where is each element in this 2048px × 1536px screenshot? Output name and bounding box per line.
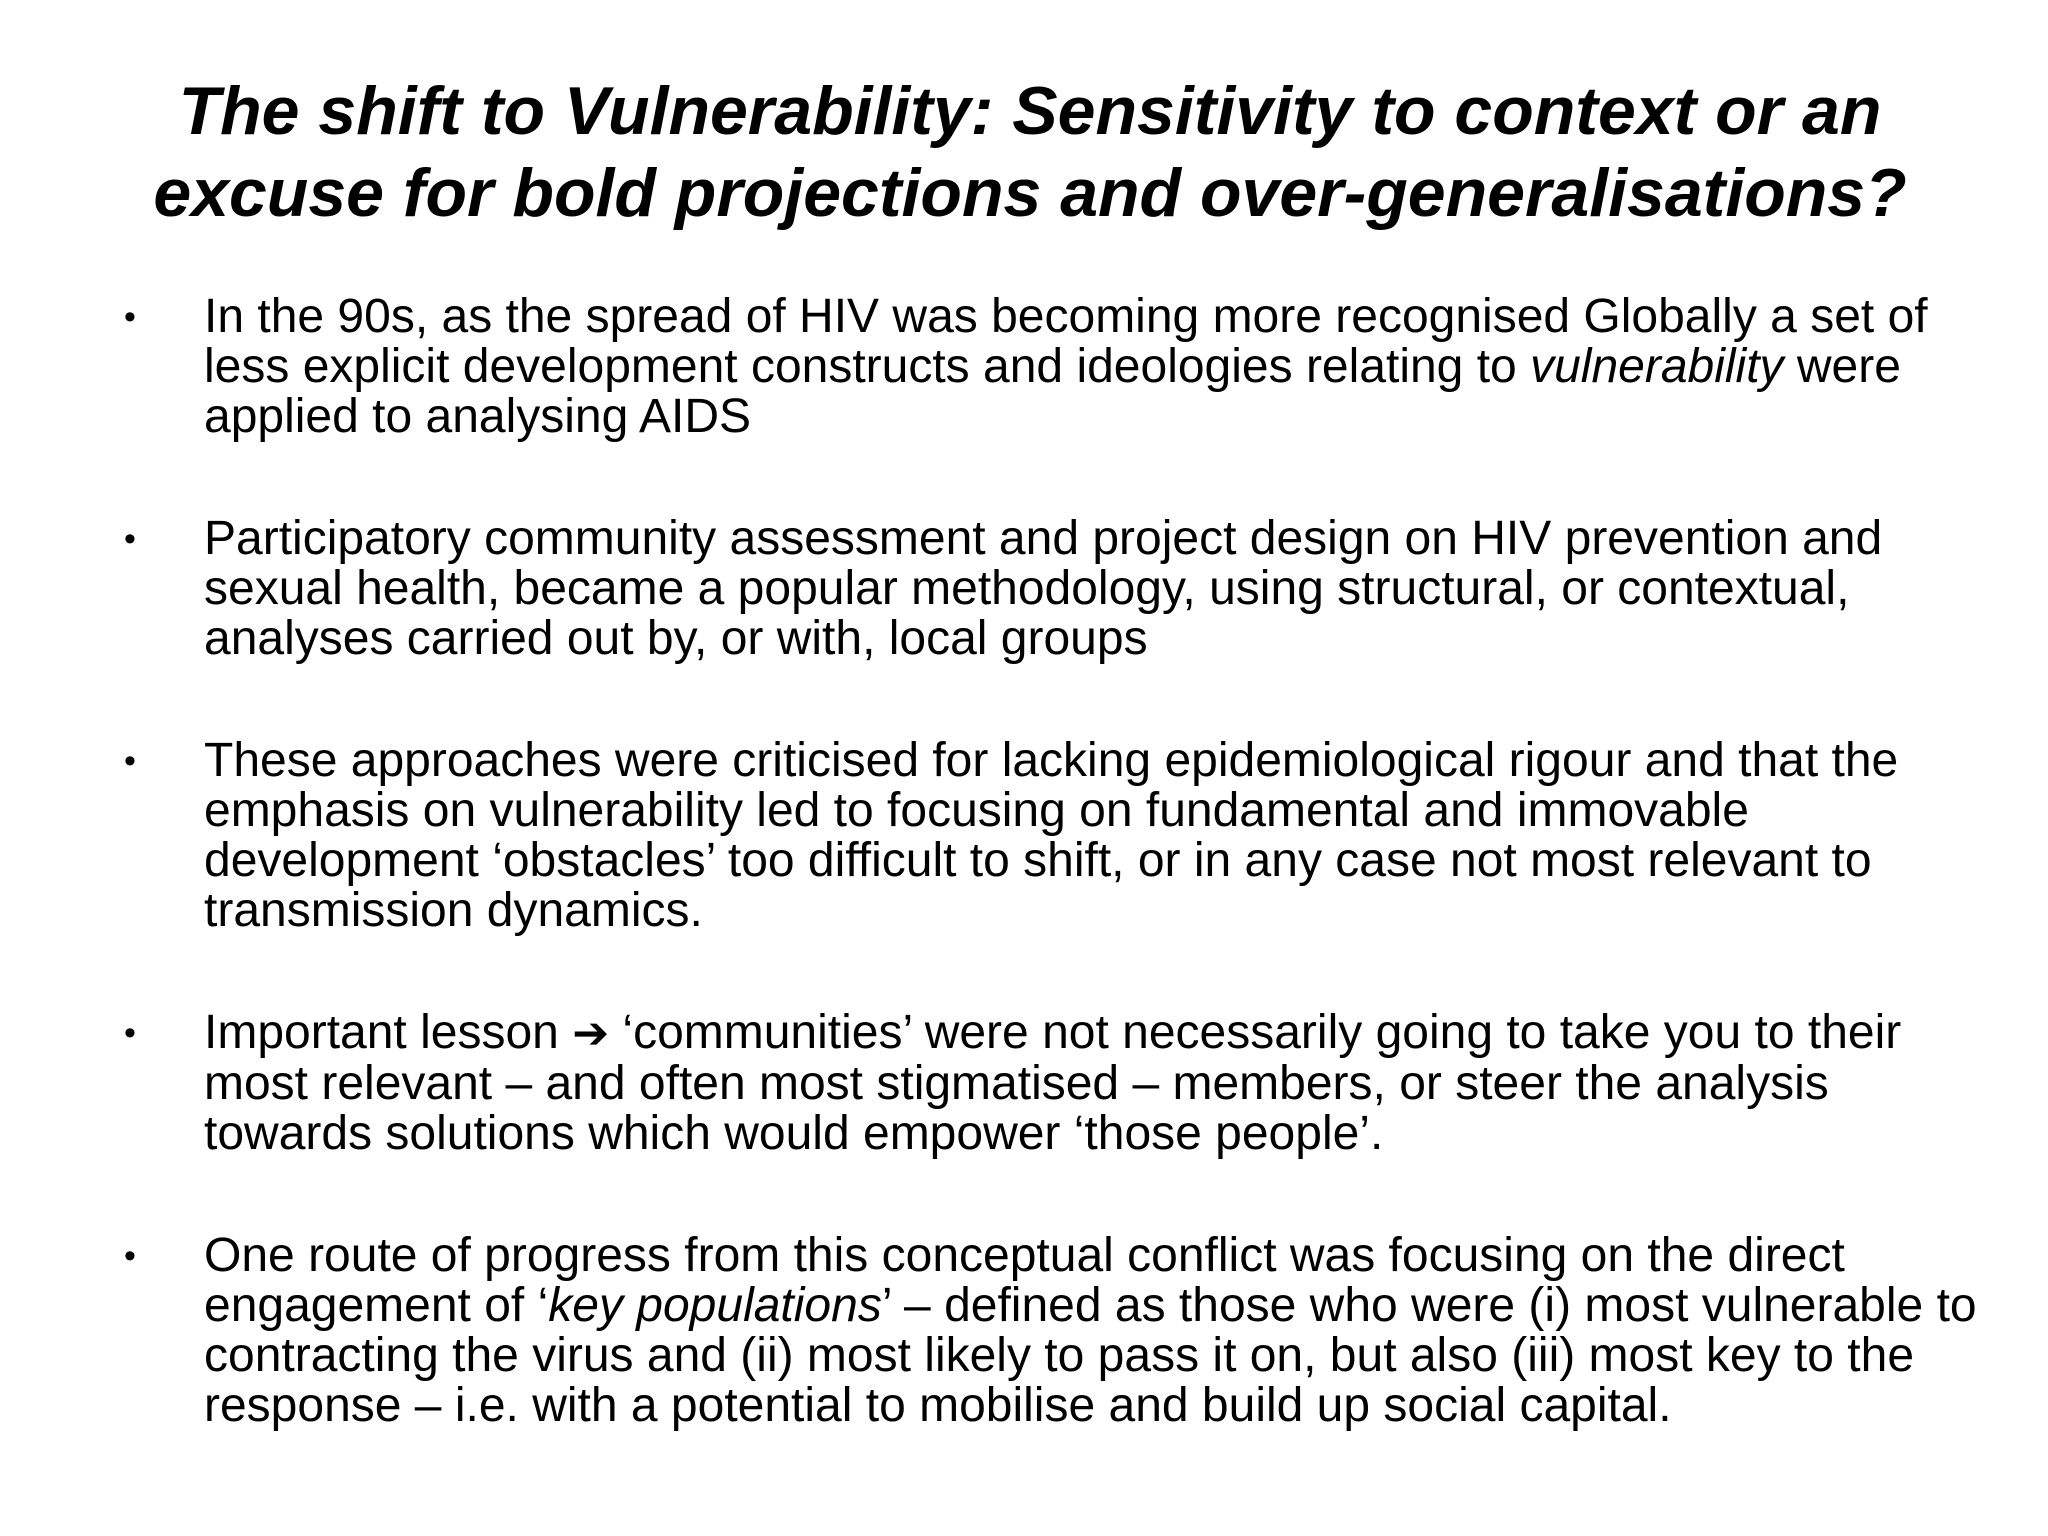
bullet-text: These approaches were criticised for lacking epidemiological rigour and that the emphasis on vulnerability led to focusing on fundamental and immovable development ‘obstacles’ too difficult to shift, or in any case not most relevant to transmission dynamics. <box>204 734 1899 937</box>
arrow-right-icon: ➔ <box>572 1008 610 1059</box>
bullet-icon: • <box>124 298 136 336</box>
bullet-item-4 <box>120 1008 1990 1159</box>
bullet-icon: • <box>124 520 136 558</box>
bullet-emphasis: vulnerability <box>1530 340 1784 393</box>
bullet-text: Important lesson <box>204 1006 573 1059</box>
bullet-item-2 <box>120 514 1990 664</box>
bullet-icon: • <box>124 742 136 780</box>
bullet-text: ’ – defined as those who were (i) most vulnerable to contracting the virus and (ii) most likely to pass it on, but also (iii) most key to the response – i.e. with a potential to mobilise and build up social capital. <box>204 1279 1977 1432</box>
bullet-text: Participatory community assessment and project design on HIV prevention and sexual health, became a popular methodology, using structural, or contextual, analyses carried out by, or with, local groups <box>204 512 1883 665</box>
bullet-text: In the 90s, as the spread of HIV was becoming more recognised Globally a set of less explicit development constructs and ideologies relating to <box>204 290 1928 393</box>
bullet-text: ‘communities’ were not necessarily going to take you to their most relevant – and often most stigmatised – members, or steer the analysis towards solutions which would empower ‘those people’. <box>204 1006 1902 1160</box>
bullet-text: One route of progress from this conceptual conflict was focusing on the direct engagement of ‘ <box>204 1229 1845 1332</box>
bullet-item-1 <box>120 292 1990 442</box>
bullet-icon: • <box>124 1237 136 1275</box>
bullet-icon: • <box>124 1014 136 1052</box>
slide-title: The shift to Vulnerability: Sensitivity to context or an excuse for bold projections and over-generalisations? <box>153 73 1907 231</box>
bullet-item-3 <box>120 736 1990 936</box>
bullet-list <box>120 292 1990 1503</box>
bullet-item-5 <box>120 1231 1990 1431</box>
bullet-text: were applied to analysing AIDS <box>204 340 1901 443</box>
bullet-emphasis: key populations <box>548 1279 882 1332</box>
